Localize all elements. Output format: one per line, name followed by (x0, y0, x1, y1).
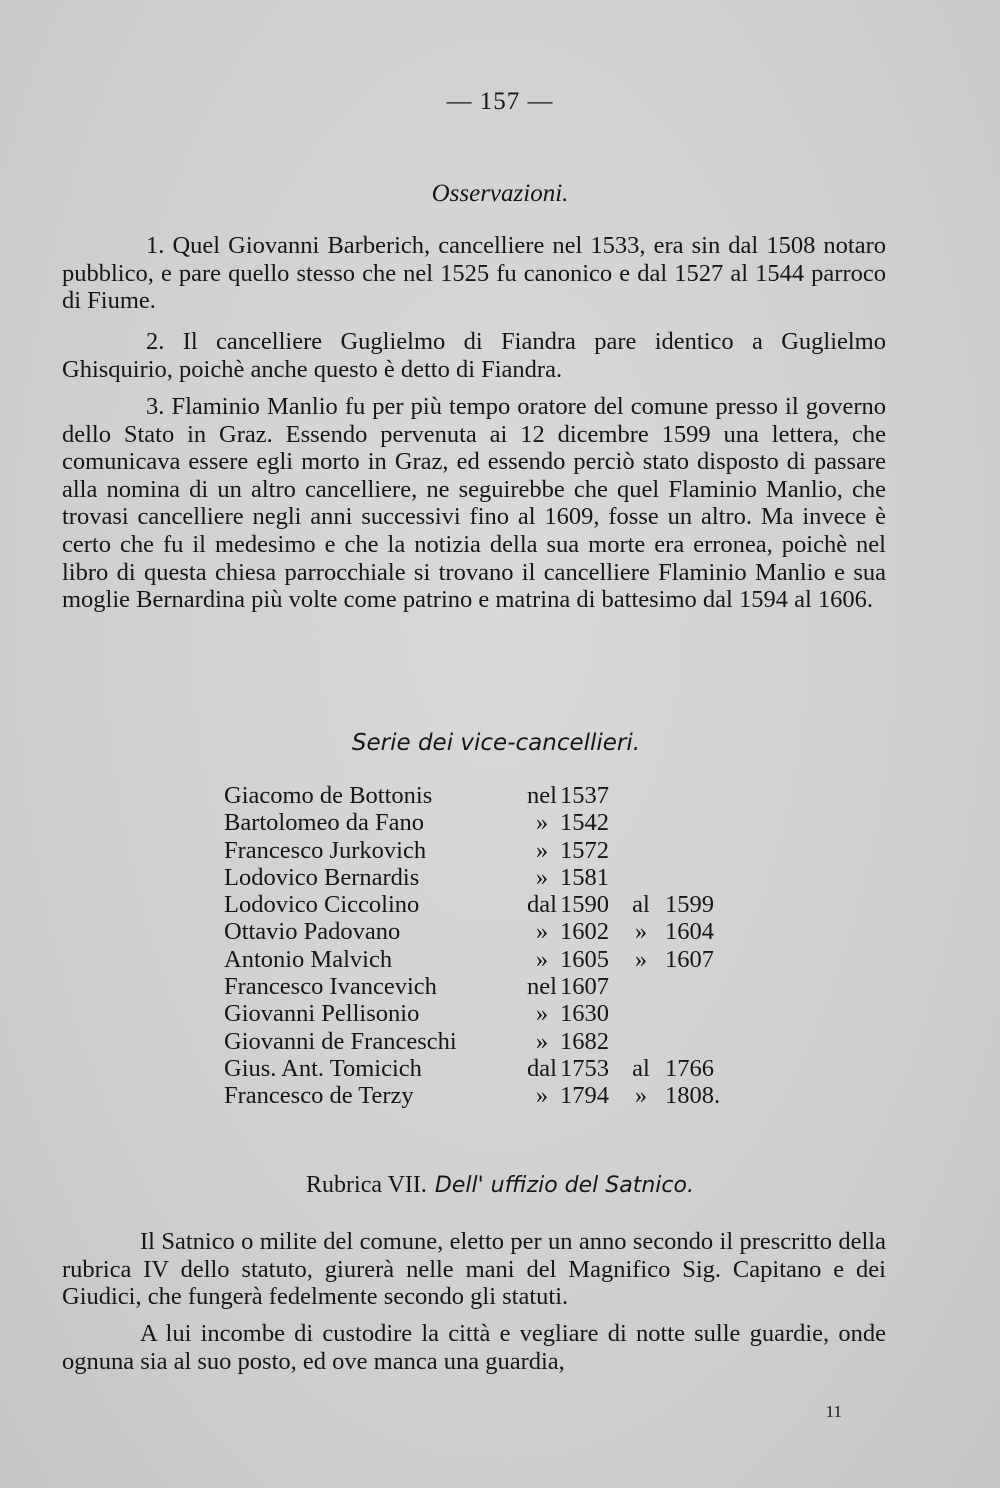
year-prefix: » (535, 863, 549, 891)
start-year: 1605 (560, 945, 609, 973)
end-prefix: al (632, 1054, 650, 1082)
start-year: 1753 (560, 1054, 609, 1082)
year-prefix: » (535, 1082, 549, 1110)
start-year: 1572 (560, 836, 609, 864)
satnico-paragraph-1: Il Satnico o milite del comune, eletto per un anno secondo il prescritto della rubrica IV dello statuto, giurerà nelle mani del Magnifico Sig. Capitano e dei Giudici, che fungerà fedelmente secondo gli statuti. (62, 1228, 886, 1311)
start-year: 1607 (560, 973, 609, 1001)
chancellor-name: Gius. Ant. Tomicich (224, 1054, 422, 1082)
chancellor-name: Bartolomeo da Fano (224, 809, 425, 837)
end-prefix: » (634, 945, 648, 973)
end-year: 1604 (665, 918, 714, 946)
signature-mark: 11 (825, 1402, 842, 1421)
chancellor-name: Giovanni de Franceschi (224, 1027, 457, 1055)
page-number: — 157 — (446, 88, 554, 115)
year-prefix: » (535, 945, 549, 973)
rubrica-title: Dell' uffizio del Satnico. (434, 1173, 694, 1198)
chancellor-name: Lodovico Bernardis (224, 863, 420, 891)
start-year: 1537 (560, 782, 609, 809)
end-year: 1808. (665, 1082, 721, 1110)
observation-paragraph-3: 3. Flaminio Manlio fu per più tempo oratore del comune presso il governo dello Stato in Graz. Essendo pervenuta ai 12 dicembre 1599 una lettera, che comunicava essere egli morto in Graz, ed essendo perciò stato disposto di passare alla nomina di un altro cancelliere, ne seguirebbe che quel Flaminio Manlio, che trovasi cancelliere negli anni successivi fino al 1609, fosse un altro. Ma invece è certo che fu il medesimo e che la notizia della sua morte era erronea, poichè nel libro di questa chiesa parrocchiale si trovano il cancelliere Flaminio Manlio e sua moglie Bernardina più volte come patrino e matrina di battesimo dal 1594 al 1606. (62, 393, 886, 614)
start-year: 1581 (560, 863, 609, 891)
year-prefix: » (535, 809, 549, 837)
start-year: 1682 (560, 1027, 609, 1055)
rubrica-heading (0, 1172, 1000, 1199)
year-prefix: nel (527, 782, 557, 809)
start-year: 1630 (560, 1000, 609, 1028)
year-prefix: » (535, 1027, 549, 1055)
start-year: 1602 (560, 918, 609, 946)
chancellor-name: Francesco de Terzy (224, 1082, 414, 1110)
rubrica-label: Rubrica VII. (306, 1172, 427, 1198)
end-prefix: » (634, 1082, 648, 1110)
observation-paragraph-2: 2. Il cancelliere Guglielmo di Fiandra pare identico a Guglielmo Ghisquirio, poichè anche questo è detto di Fiandra. (62, 328, 886, 383)
chancellor-name: Giacomo de Bottonis (224, 782, 433, 809)
chancellor-name: Lodovico Ciccolino (224, 891, 420, 919)
satnico-paragraph-2: A lui incombe di custodire la città e vegliare di notte sulle guardie, onde ognuna sia al suo posto, ed ove manca una guardia, (62, 1320, 886, 1375)
observations-heading: Osservazioni. (431, 180, 569, 207)
start-year: 1794 (560, 1082, 609, 1110)
year-prefix: » (535, 836, 549, 864)
chancellor-name: Giovanni Pellisonio (224, 1000, 420, 1028)
year-prefix: » (535, 1000, 549, 1028)
end-year: 1766 (665, 1054, 714, 1082)
end-year: 1599 (665, 891, 714, 919)
chancellor-name: Antonio Malvich (224, 945, 393, 973)
chancellor-name: Francesco Jurkovich (224, 836, 427, 864)
end-year: 1607 (665, 945, 714, 973)
chancellor-name: Ottavio Padovano (224, 918, 401, 946)
end-prefix: » (634, 918, 648, 946)
observation-paragraph-1: 1. Quel Giovanni Barberich, cancelliere nel 1533, era sin dal 1508 notaro pubblico, e pare quello stesso che nel 1525 fu canonico e dal 1527 al 1544 parroco di Fiume. (62, 232, 886, 315)
end-prefix: al (632, 891, 650, 919)
start-year: 1542 (560, 809, 609, 837)
year-prefix: » (535, 918, 549, 946)
chancellor-name: Francesco Ivancevich (224, 973, 437, 1001)
year-prefix: nel (527, 973, 557, 1001)
year-prefix: dal (527, 1054, 557, 1082)
vice-chancellors-heading: Serie dei vice-cancellieri. (351, 730, 641, 756)
start-year: 1590 (560, 891, 609, 919)
year-prefix: dal (527, 891, 557, 919)
